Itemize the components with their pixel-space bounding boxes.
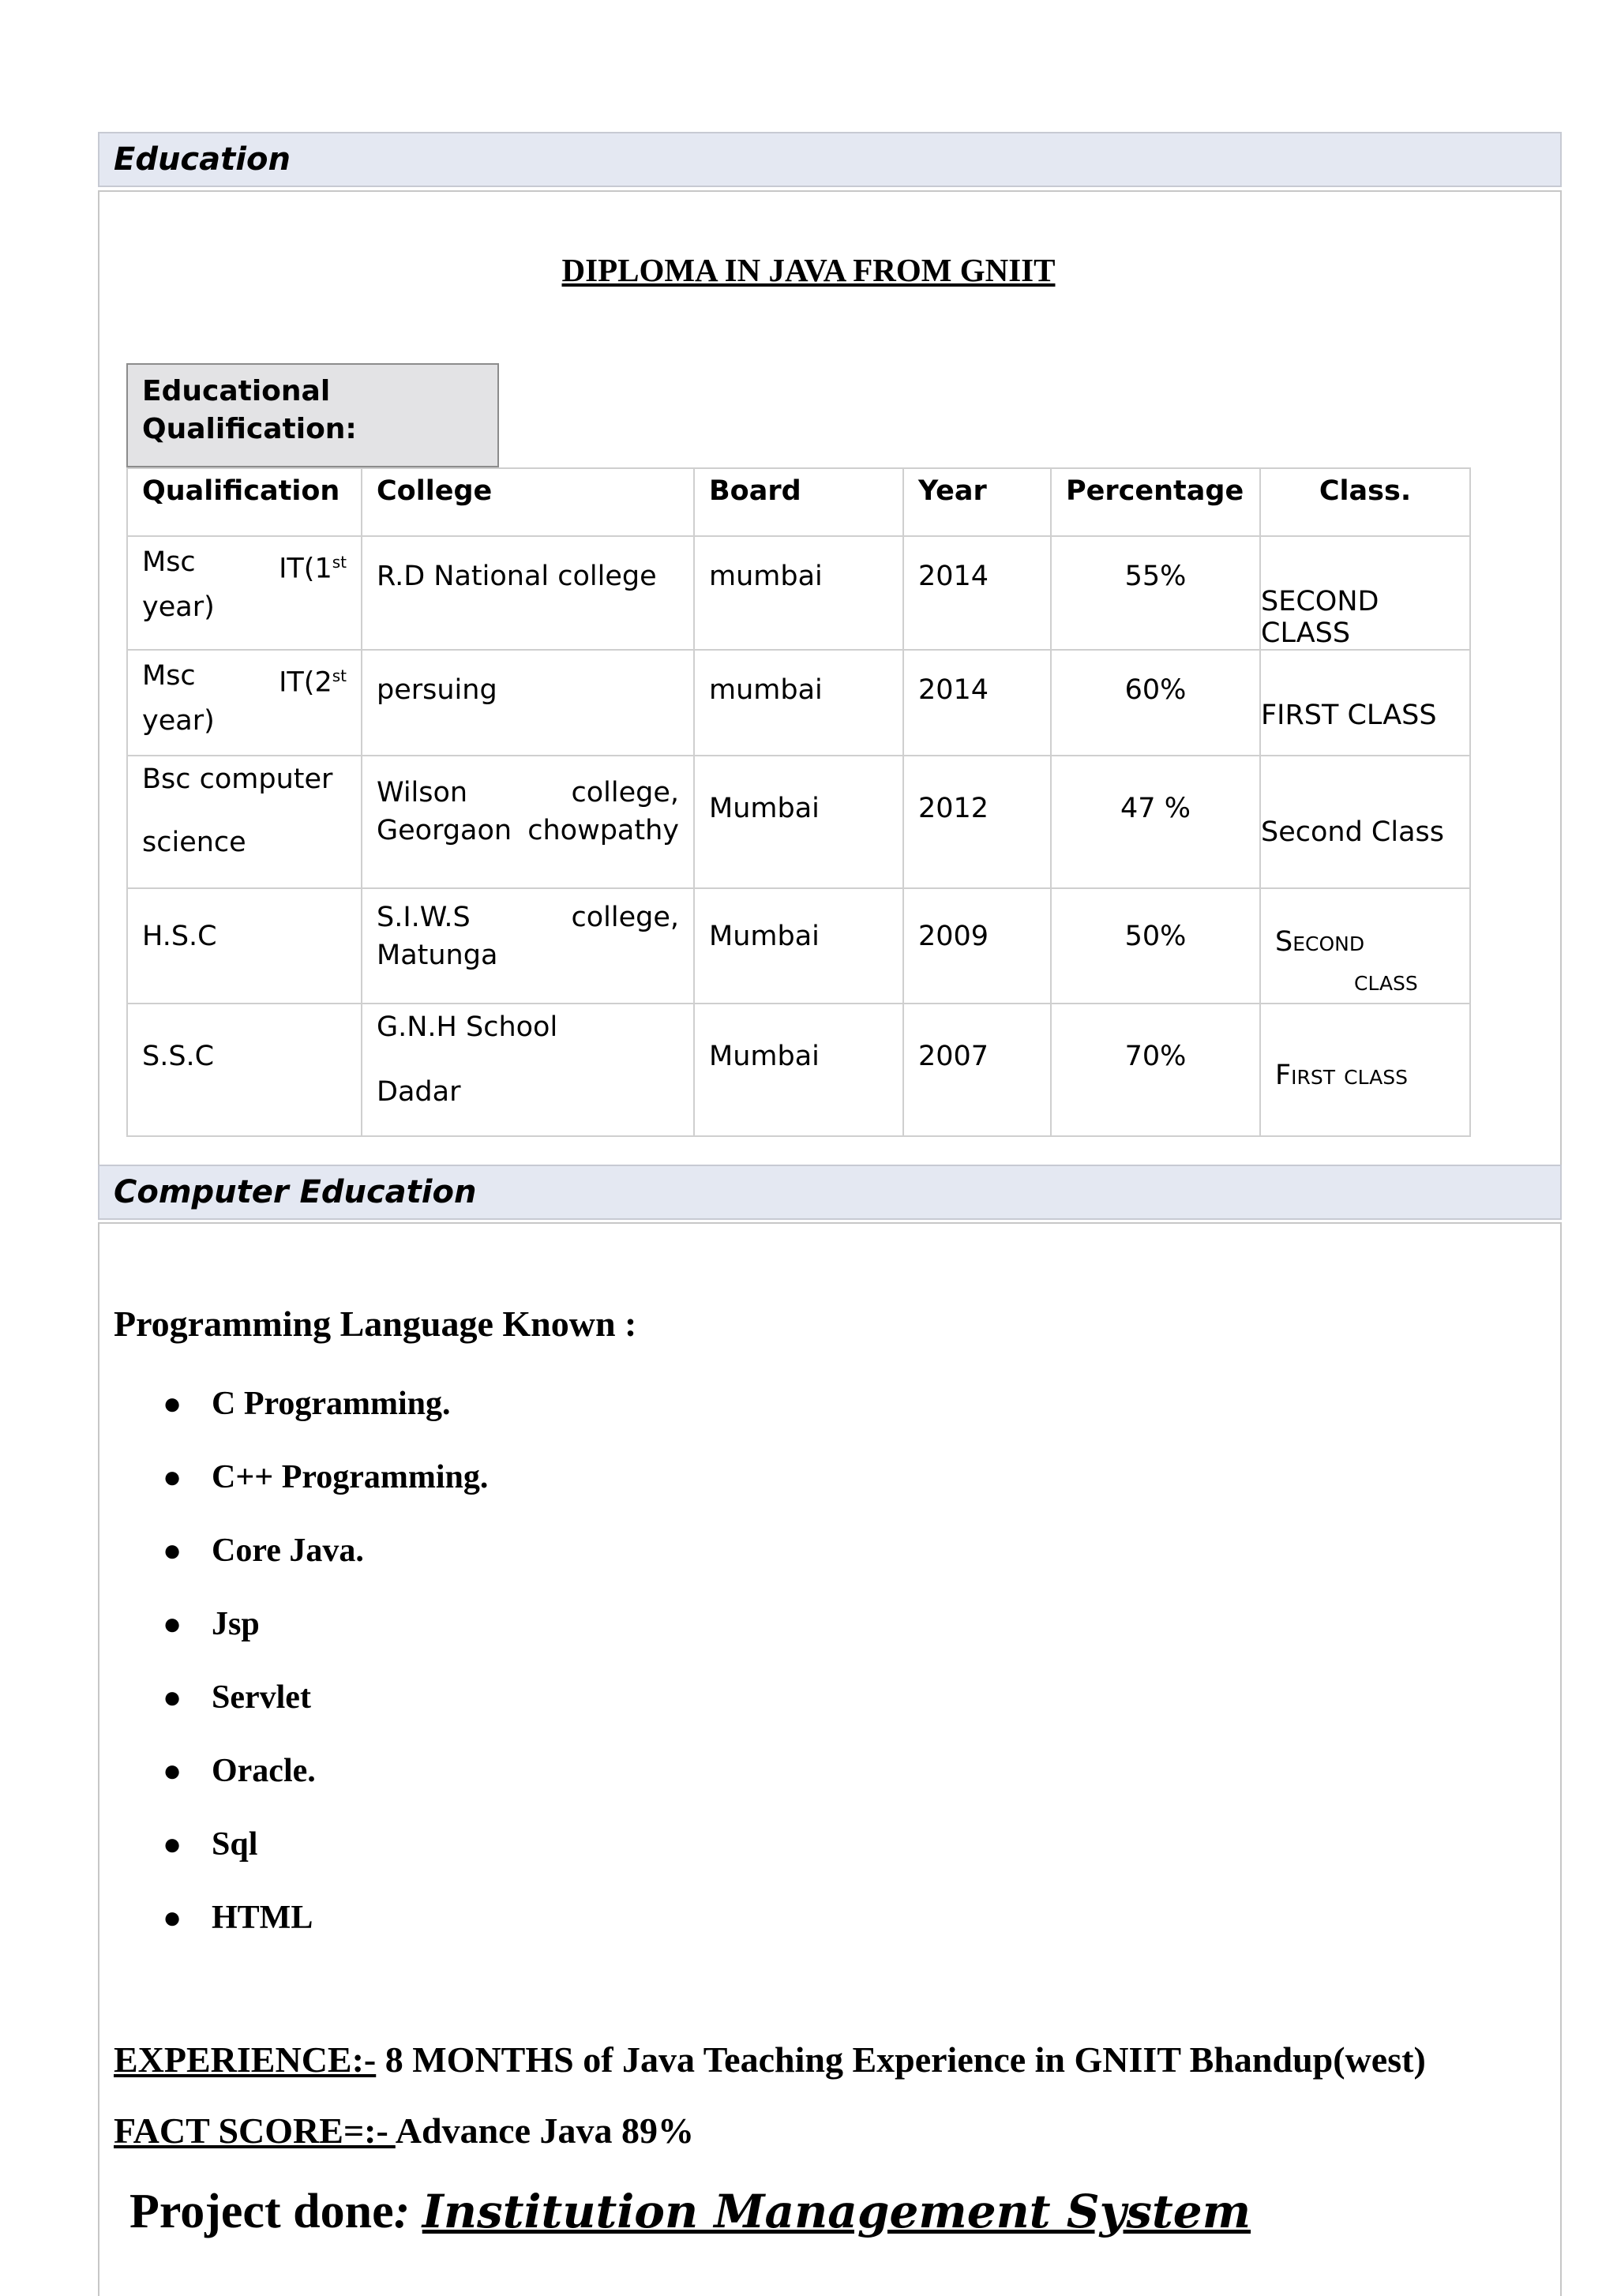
list-item — [163, 1897, 488, 1971]
language-name: Core Java. — [212, 1533, 364, 1569]
list-item — [163, 1383, 488, 1457]
table-row — [127, 888, 1470, 1004]
bullet-icon: ● — [163, 1606, 182, 1641]
qual-part: science — [142, 827, 246, 858]
cell-percentage: 70% — [1051, 1004, 1260, 1136]
language-name: Jsp — [212, 1606, 260, 1642]
header-percentage: Percentage — [1051, 468, 1260, 536]
eq-label-line1: Educational — [142, 375, 331, 407]
qual-part: Bsc computer — [142, 763, 333, 795]
language-name: HTML — [212, 1900, 313, 1936]
fact-score-text: Advance Java 89% — [395, 2110, 695, 2151]
header-college: College — [362, 468, 694, 536]
qual-part: year) — [142, 704, 215, 737]
cell-year: 2012 — [903, 756, 1051, 888]
header-year: Year — [903, 468, 1051, 536]
qual-sup: st — [332, 553, 347, 572]
bullet-icon: ● — [163, 1533, 182, 1568]
education-table — [126, 467, 1471, 1137]
language-name: Sql — [212, 1826, 258, 1863]
programming-languages-title: Programming Language Known : — [114, 1304, 637, 1344]
cell-class: FIRST CLASS — [1260, 650, 1470, 756]
qual-part: year) — [142, 591, 215, 623]
cell-qualification — [127, 650, 362, 756]
college-line: G.N.H School — [377, 1011, 558, 1043]
language-name: C Programming. — [212, 1386, 451, 1422]
bullet-icon: ● — [163, 1753, 182, 1788]
table-header-row — [127, 468, 1470, 536]
class-line: Second — [1275, 926, 1365, 958]
cell-year: 2014 — [903, 650, 1051, 756]
cell-class: First class — [1260, 1004, 1470, 1136]
cell-percentage: 47 % — [1051, 756, 1260, 888]
cell-board: Mumbai — [694, 1004, 903, 1136]
list-item — [163, 1457, 488, 1530]
college-line: Dadar — [377, 1076, 461, 1108]
language-name: Oracle. — [212, 1753, 316, 1789]
cell-college: R.D National college — [362, 536, 694, 650]
diploma-title: DIPLOMA IN JAVA FROM GNIIT — [561, 252, 1056, 288]
cell-percentage: 55% — [1051, 536, 1260, 650]
cell-college — [362, 756, 694, 888]
languages-list — [163, 1383, 488, 1971]
language-name: C++ Programming. — [212, 1459, 489, 1495]
qual-part: Msc — [142, 660, 196, 692]
cell-qualification: S.S.C — [127, 1004, 362, 1136]
college-line: Matunga — [377, 940, 498, 971]
experience-label: EXPERIENCE:- — [114, 2039, 377, 2080]
bullet-icon: ● — [163, 1900, 182, 1935]
bullet-icon: ● — [163, 1459, 182, 1495]
experience-line — [114, 2039, 1426, 2080]
cell-percentage: 50% — [1051, 888, 1260, 1004]
cell-percentage: 60% — [1051, 650, 1260, 756]
project-line — [129, 2184, 1251, 2240]
cell-class: SECOND CLASS — [1260, 536, 1470, 650]
list-item — [163, 1750, 488, 1824]
cell-college — [362, 1004, 694, 1136]
list-item — [163, 1677, 488, 1750]
cell-board: mumbai — [694, 536, 903, 650]
language-name: Servlet — [212, 1679, 311, 1716]
computer-education-section-header: Computer Education — [98, 1165, 1562, 1220]
list-item — [163, 1824, 488, 1897]
cell-board: Mumbai — [694, 888, 903, 1004]
cell-qualification — [127, 536, 362, 650]
cell-qualification: H.S.C — [127, 888, 362, 1004]
qual-part: IT(1 — [279, 553, 332, 585]
project-name: Institution Management System — [422, 2185, 1251, 2238]
college-line: Wilson college, — [377, 777, 679, 808]
cell-board: Mumbai — [694, 756, 903, 888]
project-colon: : — [393, 2185, 422, 2238]
list-item — [163, 1604, 488, 1677]
table-row — [127, 1004, 1470, 1136]
educational-qualification-label — [126, 363, 499, 467]
list-item — [163, 1530, 488, 1604]
table-row — [127, 536, 1470, 650]
cell-qualification — [127, 756, 362, 888]
experience-text: 8 MONTHS of Java Teaching Experience in GNIIT Bhandup(west) — [376, 2039, 1426, 2080]
bullet-icon: ● — [163, 1679, 182, 1715]
header-class: Class. — [1260, 468, 1470, 536]
project-label: Project done — [129, 2185, 394, 2238]
eq-label-line2: Qualification: — [142, 413, 357, 445]
cell-year: 2009 — [903, 888, 1051, 1004]
header-board: Board — [694, 468, 903, 536]
fact-score-label: FACT SCORE=:- — [114, 2110, 396, 2151]
education-section-header: Education — [98, 132, 1562, 187]
cell-year: 2014 — [903, 536, 1051, 650]
bullet-icon: ● — [163, 1386, 182, 1421]
cell-class: Second Class — [1260, 756, 1470, 888]
qual-part: Msc — [142, 546, 196, 578]
class-line: class — [1354, 966, 1418, 997]
cell-class — [1260, 888, 1470, 1004]
qual-sup: st — [332, 666, 347, 685]
qual-part: IT(2 — [279, 666, 332, 699]
fact-score-line — [114, 2110, 694, 2152]
cell-board: mumbai — [694, 650, 903, 756]
table-row — [127, 756, 1470, 888]
college-line: S.I.W.S college, — [377, 902, 679, 933]
bullet-icon: ● — [163, 1826, 182, 1862]
cell-college: persuing — [362, 650, 694, 756]
cell-year: 2007 — [903, 1004, 1051, 1136]
college-line: Georgaon chowpathy — [377, 815, 679, 846]
cell-college — [362, 888, 694, 1004]
header-qualification: Qualification — [127, 468, 362, 536]
table-row — [127, 650, 1470, 756]
